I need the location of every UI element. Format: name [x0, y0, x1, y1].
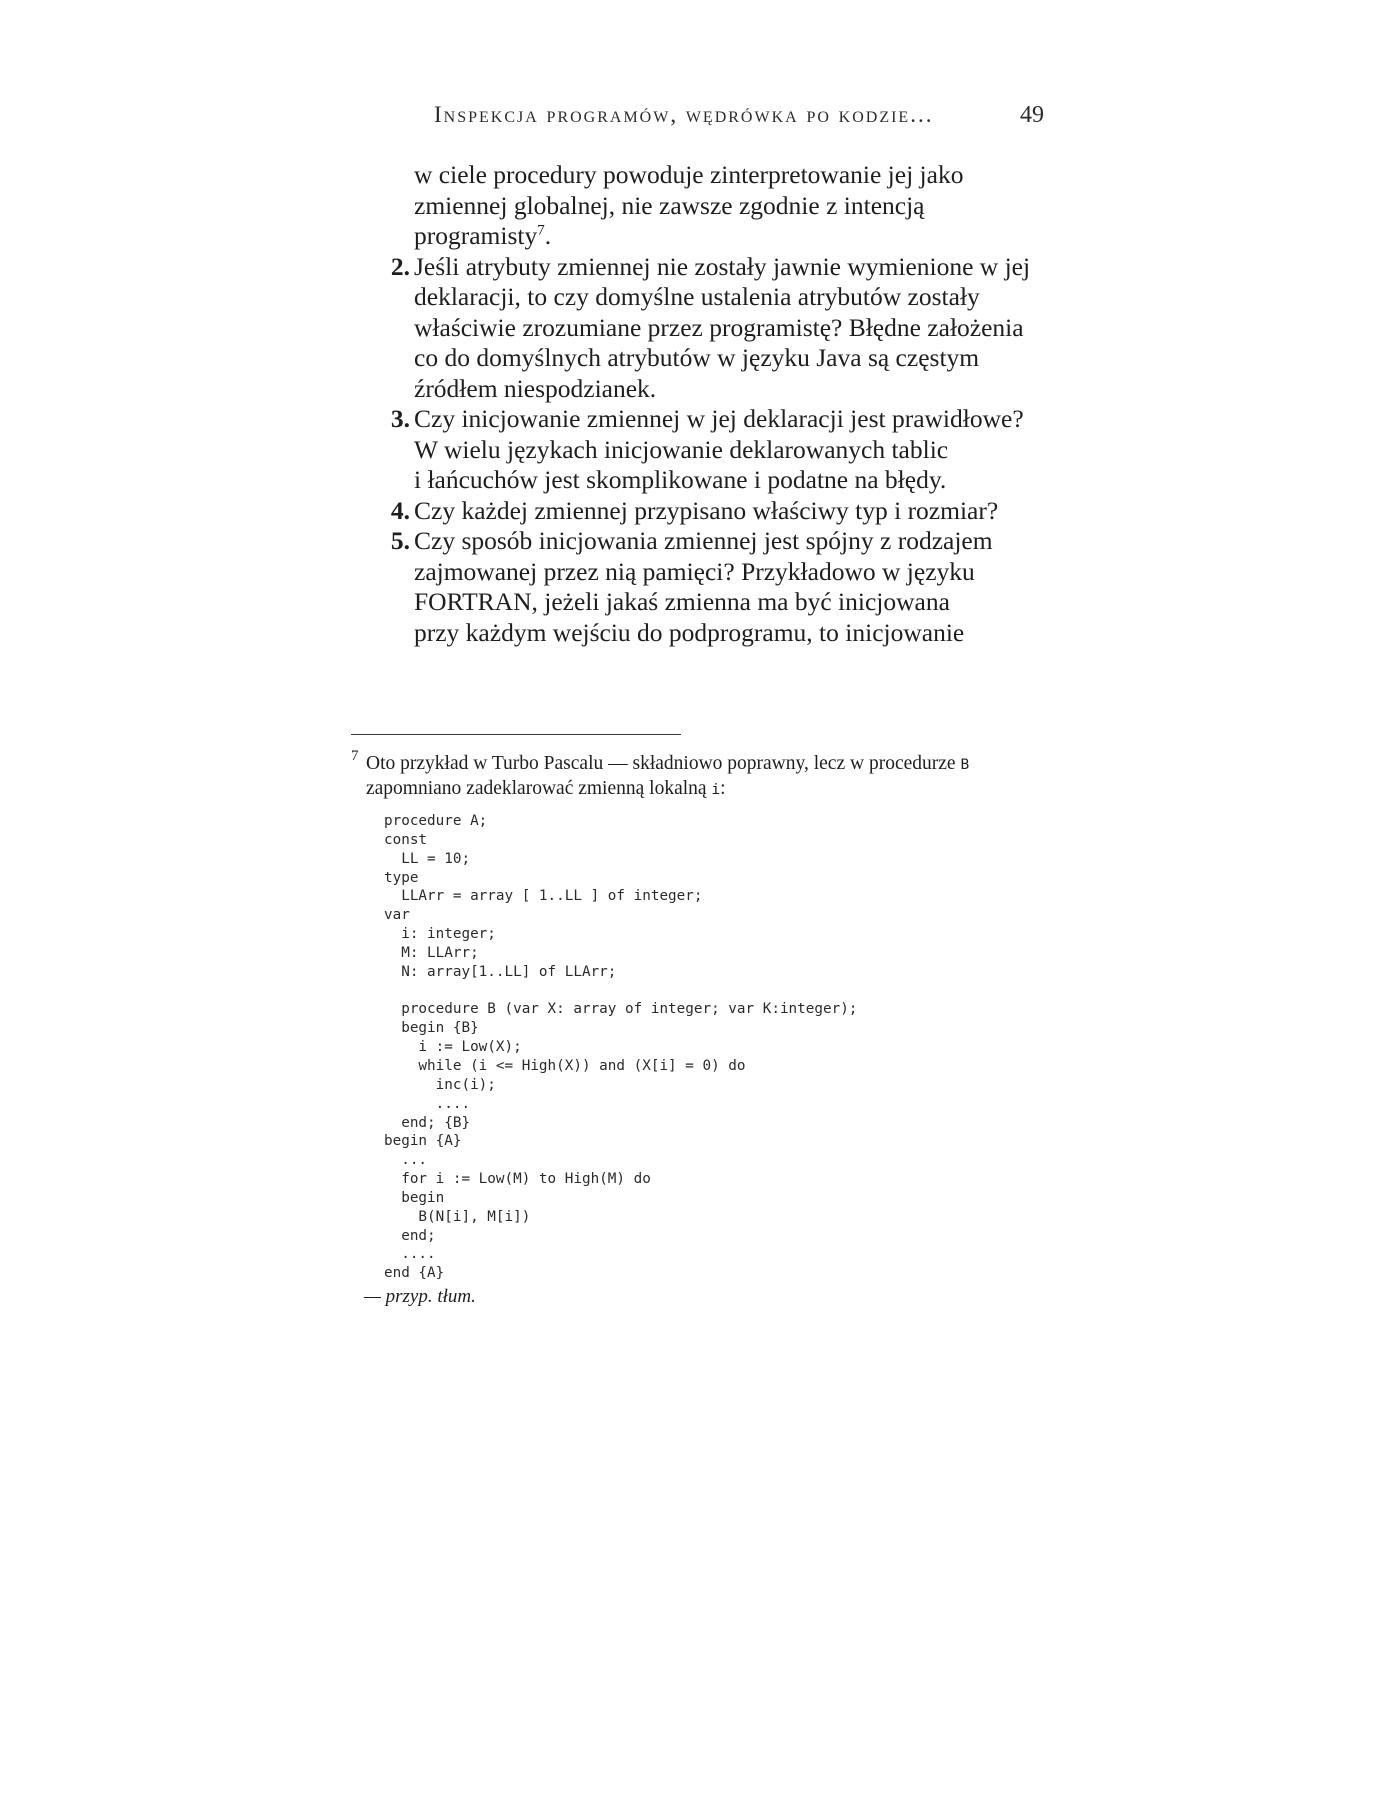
list-item-number: 5. [390, 526, 410, 555]
code-line: begin [384, 1189, 445, 1206]
code-line: N: array[1..LL] of LLArr; [384, 963, 617, 980]
list-item [380, 526, 1020, 648]
text-line: przy każdym wejściu do podprogramu, to inicjowanie [414, 617, 965, 647]
code-line: begin {A} [384, 1133, 462, 1150]
text-line [414, 221, 1020, 252]
text-line: co do domyślnych atrybutów w języku Java są częstym [414, 343, 980, 372]
code-line: for i := Low(M) to High(M) do [384, 1171, 651, 1188]
code-line: ... [384, 1152, 428, 1169]
text-fragment: programisty [414, 221, 538, 250]
text-line: i łańcuchów jest skomplikowane i podatne na błędy. [414, 465, 947, 494]
punctuation: : [720, 778, 726, 799]
code-line: LL = 10; [384, 850, 471, 867]
code-line: end; [384, 1227, 436, 1244]
text-line: źródłem niespodzianek. [414, 373, 657, 403]
code-line: i: integer; [384, 926, 496, 943]
text-line: Czy inicjowanie zmiennej w jej deklaracji jest prawidłowe? [414, 404, 1024, 433]
footnote [351, 748, 1071, 802]
code-line: end {A} [384, 1265, 445, 1282]
page-number: 49 [1020, 102, 1044, 128]
text-line: zmiennej globalnej, nie zawsze zgodnie z intencją [414, 190, 925, 220]
text-line: deklaracji, to czy domyślne ustalenia atrybutów zostały [414, 282, 980, 311]
code-line: i := Low(X); [384, 1039, 522, 1056]
footnote-text: zapomniano zadeklarować zmienną lokalną [366, 778, 707, 799]
text-line: właściwie zrozumiane przez programistę? Błędne założenia [414, 312, 1024, 342]
punctuation: . [544, 221, 552, 250]
code-line: B(N[i], M[i]) [384, 1208, 531, 1225]
text-line: Czy każdej zmiennej przypisano właściwy typ i rozmiar? [414, 495, 999, 525]
footnote-mark: 7 [351, 748, 359, 764]
code-line: while (i <= High(X)) and (X[i] = 0) do [384, 1057, 746, 1074]
code-line: .... [384, 1246, 436, 1263]
code-line: end; {B} [384, 1114, 471, 1131]
code-listing [384, 812, 857, 1283]
code-line: LLArr = array [ 1..LL ] of integer; [384, 888, 703, 905]
translator-note: — przyp. tłum. [364, 1286, 476, 1307]
code-line: procedure A; [384, 813, 488, 829]
code-line: procedure B (var X: array of integer; var K:integer); [384, 1001, 858, 1018]
list-item-number: 3. [390, 404, 410, 433]
footnote-divider [351, 734, 681, 735]
running-title: Inspekcja programów, wędrówka po kodzie... [434, 102, 934, 127]
code-line: const [384, 831, 428, 848]
inline-code: i [711, 782, 721, 798]
running-header [434, 102, 1044, 136]
list-item [380, 404, 1024, 496]
code-line: var [384, 907, 410, 924]
footnote-text: Oto przykład w Turbo Pascalu — składniowo poprawny, lecz w procedurze [366, 753, 956, 774]
list-item [380, 496, 1020, 527]
text-line: W wielu językach inicjowanie deklarowanych tablic [414, 434, 949, 464]
footnote-line [366, 752, 1071, 777]
code-line: type [384, 869, 419, 886]
text-line: FORTRAN, jeżeli jakaś zmienna ma być inicjowana [414, 587, 950, 616]
list-item [380, 251, 1031, 405]
inline-code: B [960, 757, 970, 773]
text-line: w ciele procedury powoduje zinterpretowanie jej jako [414, 160, 964, 189]
code-line: inc(i); [384, 1076, 496, 1093]
footnote-line [366, 777, 1071, 802]
list-item-number: 4. [390, 495, 410, 525]
text-line: zajmowanej przez nią pamięci? Przykładowo w języku [414, 556, 975, 586]
text-line: Czy sposób inicjowania zmiennej jest spójny z rodzajem [414, 526, 993, 555]
text-line: Jeśli atrybuty zmiennej nie zostały jawnie wymienione w jej [414, 251, 1031, 281]
code-line: begin {B} [384, 1020, 479, 1037]
footnote-reference[interactable]: 7 [537, 222, 545, 239]
continuation-paragraph [380, 160, 1020, 252]
list-item-number: 2. [390, 251, 410, 281]
code-line: M: LLArr; [384, 944, 479, 961]
body-text [380, 160, 1031, 648]
code-line: .... [384, 1095, 471, 1112]
